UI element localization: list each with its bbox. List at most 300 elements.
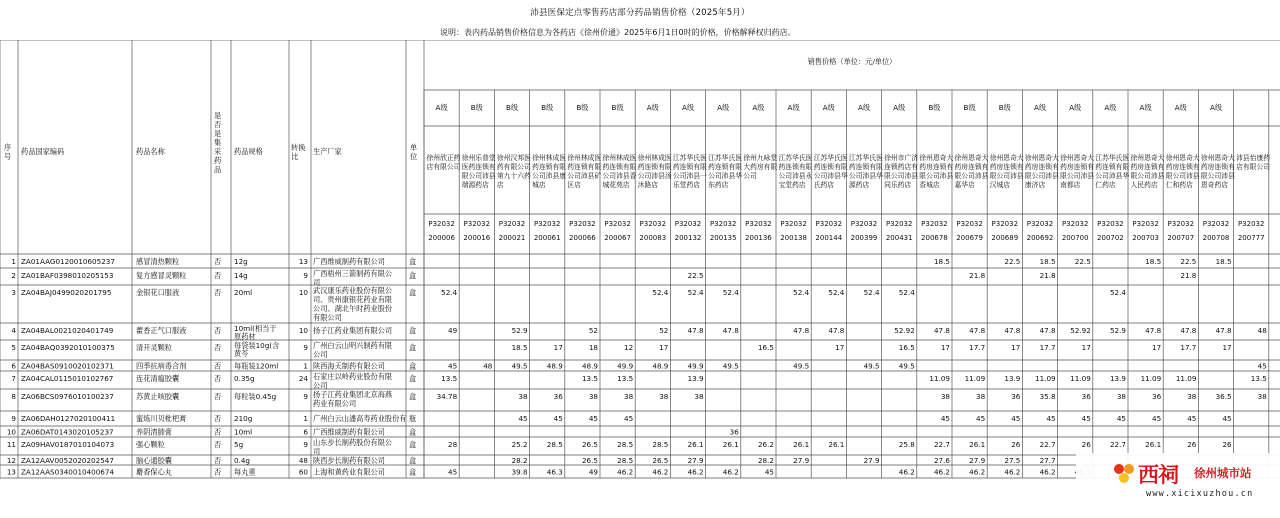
row-price: 36 xyxy=(1081,392,1091,401)
row-ratio: 1 xyxy=(303,361,308,371)
pharmacy-name: 药房连锁有 xyxy=(1130,163,1165,171)
row-name: 金银花口服液 xyxy=(136,288,180,297)
row-price: 45 xyxy=(588,414,598,423)
row-code: ZA12AAV0052020202547 xyxy=(21,456,114,465)
watermark-logo: 西祠 xyxy=(1138,462,1178,487)
row-price: 22.5 xyxy=(1004,257,1021,266)
row-price: 52.4 xyxy=(828,288,845,297)
row-price: 17 xyxy=(659,343,669,352)
row-unit: 盒 xyxy=(409,257,417,266)
header-seq: 号 xyxy=(4,152,12,161)
pharmacy-name: 江苏华氏医 xyxy=(1095,154,1130,162)
row-price: 18.5 xyxy=(511,343,528,352)
pharmacy-name: 江苏华氏医 xyxy=(672,154,707,162)
pharmacy-name: 沛县怡康药 xyxy=(1236,154,1271,162)
row-price: 52.4 xyxy=(687,288,704,297)
pharmacy-code: 200067 xyxy=(604,234,631,242)
pharmacy-name: 徐州市广济 xyxy=(884,154,919,162)
pharmacy-name: 医药连锁有 xyxy=(461,163,496,171)
pharmacy-grade: A级 xyxy=(893,103,906,112)
header-collective: 是 xyxy=(214,129,222,138)
pharmacy-code: P32032 xyxy=(1132,220,1159,228)
header-seq: 序 xyxy=(4,143,12,152)
site-watermark xyxy=(1076,453,1280,518)
row-unit: 盒 xyxy=(409,288,417,297)
row-unit: 盒 xyxy=(409,440,417,449)
pharmacy-name: 香城店 xyxy=(919,181,940,189)
row-price: 52 xyxy=(588,326,598,335)
row-code: ZA01BAF0398010205153 xyxy=(21,271,114,280)
row-seq: 13 xyxy=(6,467,16,477)
pharmacy-name: 药连锁有限 xyxy=(1095,163,1130,171)
row-price: 11.09 xyxy=(964,374,986,383)
row-price: 45 xyxy=(1081,414,1091,423)
row-price: 38 xyxy=(976,392,986,401)
pharmacy-code: 200708 xyxy=(1202,234,1230,242)
pharmacy-code: P32032 xyxy=(498,220,526,228)
pharmacy-name: 药连锁有限 xyxy=(567,163,602,171)
pharmacy-name: 药连锁有限 xyxy=(532,163,567,171)
row-price: 45 xyxy=(764,467,774,477)
pharmacy-code: P32032 xyxy=(1026,220,1054,228)
row-collective: 否 xyxy=(214,343,222,352)
row-spec: 每瓶装120ml xyxy=(234,361,279,371)
row-unit: 盒 xyxy=(409,361,417,371)
pharmacy-name: 江苏华氏医 xyxy=(813,154,848,162)
row-price: 47.8 xyxy=(1215,326,1232,335)
row-spec: 0.4g xyxy=(234,456,250,465)
row-maker: 陕西步长制药有限公司 xyxy=(313,456,385,465)
pharmacy-grade: A级 xyxy=(857,103,871,112)
row-price: 49.5 xyxy=(793,361,810,371)
row-price: 48.9 xyxy=(581,361,598,371)
row-collective: 否 xyxy=(214,427,222,437)
row-price: 25.2 xyxy=(511,440,528,449)
pharmacy-name: 药房连锁有 xyxy=(1200,163,1235,171)
pharmacy-code: P32032 xyxy=(533,220,561,228)
row-ratio: 6 xyxy=(303,427,308,437)
row-unit: 瓶 xyxy=(409,414,417,423)
row-price: 17 xyxy=(940,343,950,352)
row-price: 34.78 xyxy=(436,392,458,401)
pharmacy-name: 江苏华氏医 xyxy=(708,154,743,162)
row-price: 17 xyxy=(1011,343,1021,352)
pharmacy-name: 徐州乐普堂 xyxy=(461,154,496,162)
row-price: 22.7 xyxy=(933,440,950,449)
row-price: 47.8 xyxy=(933,326,950,335)
row-maker: 山东步长制药股份有限公 xyxy=(313,438,393,447)
row-price: 17.7 xyxy=(1039,343,1056,352)
row-price: 52.4 xyxy=(793,288,810,297)
pharmacy-name: 限公司沛县 xyxy=(884,172,919,180)
pharmacy-code: 200061 xyxy=(533,234,561,242)
row-collective: 否 xyxy=(214,392,222,401)
pharmacy-name: 徐州林成医 xyxy=(602,154,637,162)
row-price: 26.1 xyxy=(828,440,845,449)
row-price: 26.5 xyxy=(581,440,598,449)
row-price: 47.8 xyxy=(1180,326,1197,335)
pharmacy-name: 乐堂药店 xyxy=(672,181,701,189)
pharmacy-name: 公司沛县永 xyxy=(778,172,813,180)
row-unit: 盒 xyxy=(409,326,417,335)
row-ratio: 10 xyxy=(298,288,308,297)
row-unit: 盒 xyxy=(409,456,417,465)
row-name: 清开灵颗粒 xyxy=(136,343,172,352)
row-price: 26.5 xyxy=(652,456,669,465)
header-collective: 药 xyxy=(214,156,222,165)
pharmacy-name: 公司沛县一 xyxy=(672,172,707,180)
row-spec: 10ml(相当于 xyxy=(234,324,277,333)
row-price: 28.5 xyxy=(617,456,634,465)
pharmacy-code: 200016 xyxy=(463,234,491,242)
header-spec: 药品规格 xyxy=(234,147,263,156)
pharmacy-code: 200777 xyxy=(1237,234,1265,242)
row-price: 22.7 xyxy=(1109,440,1126,449)
row-ratio: 9 xyxy=(303,392,308,401)
pharmacy-name: 药连锁有限 xyxy=(778,163,813,171)
row-price: 11.09 xyxy=(1035,374,1056,383)
pharmacy-name: 连锁药店有 xyxy=(884,163,919,171)
row-price: 52.92 xyxy=(1070,326,1091,335)
pharmacy-name: 氏药店 xyxy=(813,181,835,189)
row-collective: 否 xyxy=(214,288,222,297)
row-price: 46.3 xyxy=(546,467,563,477)
row-price: 52 xyxy=(659,326,669,335)
pharmacy-name: 徐州恩奇大 xyxy=(1200,154,1235,162)
row-price: 45 xyxy=(976,414,986,423)
row-maker: 广州白云山潘高寿药业股份有 xyxy=(313,414,407,423)
pharmacy-name: 药有限公司 xyxy=(496,163,531,171)
pharmacy-grade: A级 xyxy=(646,103,659,112)
row-ratio: 13 xyxy=(298,257,308,266)
row-price: 17.7 xyxy=(1180,343,1197,352)
row-name: 养阴清肺膏 xyxy=(136,427,172,437)
row-maker: 石家庄以岭药业股份有限 xyxy=(313,372,393,381)
row-price: 26.1 xyxy=(722,440,739,449)
row-price: 25.8 xyxy=(898,440,915,449)
row-maker: 公司 xyxy=(313,350,328,359)
row-collective: 否 xyxy=(214,374,222,383)
row-collective: 否 xyxy=(214,271,222,280)
pharmacy-name: 店有限公司 xyxy=(426,163,461,171)
row-price: 28.5 xyxy=(652,440,669,449)
row-ratio: 1 xyxy=(303,414,308,423)
row-price: 36 xyxy=(1011,392,1021,401)
pharmacy-grade: A级 xyxy=(1209,103,1223,112)
row-price: 47.8 xyxy=(793,326,810,335)
row-maker: 广西梧州三箭制药有限公 xyxy=(313,269,393,278)
row-price: 47.8 xyxy=(1145,326,1162,335)
row-price: 47.8 xyxy=(1039,326,1056,335)
pharmacy-name: 店有限公司 xyxy=(1236,163,1271,171)
row-seq: 3 xyxy=(11,288,16,297)
pharmacy-grade: A级 xyxy=(787,103,800,112)
row-price: 13.5 xyxy=(617,374,634,383)
row-maker: 公司、湖北午时药业股份 xyxy=(313,304,393,313)
pharmacy-grade: B级 xyxy=(611,103,624,112)
row-unit: 盒 xyxy=(409,374,417,383)
row-seq: 7 xyxy=(11,374,16,383)
header-code: 药品国家编码 xyxy=(21,147,65,156)
pharmacy-name: 限公司沛县 xyxy=(1200,172,1235,180)
row-ratio: 9 xyxy=(303,343,308,352)
page-title: 沛县医保定点零售药店部分药品销售价格（2025年5月） xyxy=(530,8,750,18)
pharmacy-code: 200006 xyxy=(428,234,455,242)
row-seq: 12 xyxy=(6,456,16,465)
row-maker: 公司 xyxy=(313,381,328,390)
row-price: 27.9 xyxy=(969,456,986,465)
row-price: 26.1 xyxy=(687,440,704,449)
pharmacy-name: 南都店 xyxy=(1060,181,1081,189)
header-ratio: 转换 xyxy=(291,143,306,152)
row-price: 17.7 xyxy=(969,343,986,352)
pharmacy-code: P32032 xyxy=(1237,220,1265,228)
row-collective: 否 xyxy=(214,467,222,477)
pharmacy-code: P32032 xyxy=(463,220,491,228)
row-price: 11.09 xyxy=(1070,374,1091,383)
pharmacy-name: 公司 xyxy=(743,172,757,180)
row-maker: 陕西海天制药有限公司 xyxy=(313,361,385,371)
pharmacy-code: 200399 xyxy=(850,234,878,242)
row-price: 17 xyxy=(1152,343,1162,352)
row-price: 36 xyxy=(1152,392,1162,401)
row-code: ZA04BAL0021020401749 xyxy=(21,326,114,335)
row-name: 连花清瘟胶囊 xyxy=(136,374,180,383)
pharmacy-code: 200144 xyxy=(815,234,843,242)
pharmacy-name: 城花苑店 xyxy=(602,181,630,189)
pharmacy-grade: B级 xyxy=(541,103,554,112)
row-maker: 药业有限公司 xyxy=(313,399,357,408)
row-price: 49.5 xyxy=(898,361,915,371)
row-price: 28.2 xyxy=(757,456,774,465)
pharmacy-name: 徐州九咏堂 xyxy=(743,154,778,162)
row-price: 22.5 xyxy=(687,271,704,280)
row-name: 强心颗粒 xyxy=(136,440,165,449)
watermark-city: 徐州城市站 xyxy=(1194,466,1252,480)
pharmacy-name: 江苏华氏医 xyxy=(778,154,813,162)
pharmacy-code: 200679 xyxy=(956,234,983,242)
row-price: 45 xyxy=(1046,414,1056,423)
pharmacy-name: 药房连锁有 xyxy=(954,163,989,171)
row-price: 46.2 xyxy=(898,467,915,477)
row-price: 46.2 xyxy=(652,467,669,477)
row-price: 45 xyxy=(553,414,563,423)
row-price: 48.9 xyxy=(546,361,563,371)
header-name: 药品名称 xyxy=(136,147,165,156)
row-price: 18.5 xyxy=(1215,257,1232,266)
pharmacy-name: 限公司沛县 xyxy=(461,172,496,180)
pharmacy-code: P32032 xyxy=(956,220,983,228)
row-unit: 盒 xyxy=(409,343,417,352)
row-price: 13.5 xyxy=(1250,374,1267,383)
row-seq: 11 xyxy=(6,440,16,449)
row-spec: 10ml xyxy=(234,427,253,437)
row-price: 45 xyxy=(624,414,634,423)
row-price: 52.92 xyxy=(894,326,915,335)
pharmacy-grade: B级 xyxy=(928,103,941,112)
pharmacy-name: 源药店 xyxy=(848,181,870,189)
row-price: 45 xyxy=(448,467,458,477)
row-price: 49 xyxy=(588,467,598,477)
row-collective: 否 xyxy=(214,440,222,449)
pharmacy-name: 药房连锁有 xyxy=(1024,163,1059,171)
pharmacy-name: 徐州恩奇大 xyxy=(989,154,1024,162)
pharmacy-name: 药连锁有限 xyxy=(708,163,743,171)
row-price: 52.9 xyxy=(511,326,528,335)
pharmacy-code: P32032 xyxy=(604,220,631,228)
row-price: 46.2 xyxy=(933,467,950,477)
row-price: 21.8 xyxy=(1039,271,1056,280)
pharmacy-name: 徐州恩奇大 xyxy=(1130,154,1165,162)
row-price: 38 xyxy=(694,392,704,401)
row-price: 47.8 xyxy=(828,326,845,335)
row-price: 38 xyxy=(1116,392,1126,401)
row-price: 26.1 xyxy=(1145,440,1162,449)
pharmacy-name: 端源药店 xyxy=(461,181,489,189)
pharmacy-name: 仁药店 xyxy=(1095,181,1116,189)
row-price: 48 xyxy=(1257,326,1267,335)
pharmacy-name: 药连锁有限 xyxy=(672,163,707,171)
pharmacy-code: P32032 xyxy=(428,220,455,228)
row-price: 18.5 xyxy=(1039,257,1056,266)
price-table xyxy=(0,40,1280,518)
pharmacy-grade: B级 xyxy=(963,103,976,112)
pharmacy-name: 徐州恩奇大 xyxy=(1165,154,1200,162)
pharmacy-name: 宝堂药店 xyxy=(778,181,806,189)
row-seq: 9 xyxy=(11,414,16,423)
row-price: 28.5 xyxy=(617,440,634,449)
pharmacy-code: P32032 xyxy=(850,220,878,228)
row-price: 13.9 xyxy=(1109,374,1126,383)
row-price: 22.5 xyxy=(1180,257,1197,266)
row-price: 28.5 xyxy=(546,440,563,449)
row-price: 38 xyxy=(1187,392,1197,401)
header-collective: 是 xyxy=(214,111,222,120)
pharmacy-code: P32032 xyxy=(1061,220,1089,228)
pharmacy-name: 徐州恩奇大 xyxy=(1060,154,1095,162)
row-price: 48 xyxy=(483,361,493,371)
header-maker: 生产厂家 xyxy=(313,147,342,156)
row-code: ZA04BAQ0392010100375 xyxy=(21,343,115,352)
row-name: 蜜炼川贝枇杷膏 xyxy=(136,414,187,423)
pharmacy-name: 徐州欣正药 xyxy=(426,154,461,162)
row-spec: 黄芩 xyxy=(234,349,249,358)
row-name: 复方感冒灵颗粒 xyxy=(136,271,187,280)
row-maker: 广西维威制药有限公司 xyxy=(313,427,385,437)
row-maker: 司、贵州康银花药业有限 xyxy=(313,295,393,304)
row-seq: 1 xyxy=(11,257,16,266)
pharmacy-code: P32032 xyxy=(709,220,737,228)
row-name: 脑心通胶囊 xyxy=(136,456,172,465)
xici-logo-icon xyxy=(1112,461,1136,485)
header-collective: 否 xyxy=(214,120,222,129)
row-seq: 4 xyxy=(11,326,16,335)
row-ratio: 9 xyxy=(303,271,308,280)
pharmacy-grade: A级 xyxy=(1174,103,1187,112)
header-collective: 集 xyxy=(214,138,222,147)
pharmacy-name: 公司沛县华 xyxy=(848,172,883,180)
pharmacy-name: 公司沛县矿 xyxy=(567,172,602,180)
row-price: 47.8 xyxy=(1004,326,1021,335)
pharmacy-name: 徐州林成医 xyxy=(532,154,567,162)
pharmacy-code: P32032 xyxy=(745,220,772,228)
pharmacy-code: P32032 xyxy=(780,220,807,228)
row-maker: 扬子江药业集团北京海燕 xyxy=(313,390,393,399)
pharmacy-grade: A级 xyxy=(1033,103,1047,112)
row-price: 46.2 xyxy=(1039,467,1056,477)
row-price: 46.2 xyxy=(687,467,704,477)
row-unit: 盒 xyxy=(409,427,417,437)
row-price: 45 xyxy=(1152,414,1162,423)
pharmacy-name: 徐州恩奇大 xyxy=(954,154,989,162)
pharmacy-code: P32032 xyxy=(1097,220,1124,228)
pharmacy-code: P32032 xyxy=(639,220,667,228)
pharmacy-name: 药房连锁有 xyxy=(919,163,954,171)
pharmacy-code: 200703 xyxy=(1132,234,1159,242)
price-table-grid xyxy=(0,40,1280,518)
pharmacy-name: 同乐药店 xyxy=(884,181,912,189)
row-code: ZA06DAH0127020100411 xyxy=(21,414,116,423)
row-maker: 有限公司 xyxy=(313,313,342,322)
row-price: 21.8 xyxy=(969,271,986,280)
row-name: 感冒清热颗粒 xyxy=(136,257,180,266)
row-price: 49.9 xyxy=(617,361,634,371)
row-spec: 每粒装0.45g xyxy=(234,392,277,401)
pharmacy-code: 200689 xyxy=(991,234,1019,242)
row-price: 18 xyxy=(588,343,598,352)
row-price: 27.9 xyxy=(863,456,880,465)
row-price: 26.1 xyxy=(969,440,986,449)
row-ratio: 48 xyxy=(298,456,308,465)
pharmacy-grade: A级 xyxy=(752,103,765,112)
row-price: 38 xyxy=(659,392,669,401)
header-collective: 采 xyxy=(214,147,222,156)
row-price: 11.09 xyxy=(1140,374,1162,383)
pharmacy-name: 嘉华店 xyxy=(954,181,975,189)
pharmacy-name: 限公司沛县 xyxy=(1165,172,1200,180)
row-unit: 盒 xyxy=(409,392,417,401)
row-price: 38 xyxy=(588,392,598,401)
row-price: 47.8 xyxy=(969,326,986,335)
row-price: 17 xyxy=(835,343,845,352)
pharmacy-name: 城店 xyxy=(532,181,546,189)
row-price: 49.5 xyxy=(511,361,528,371)
row-price: 17 xyxy=(1081,343,1091,352)
row-collective: 否 xyxy=(214,326,222,335)
pharmacy-name: 区店 xyxy=(567,181,581,189)
row-price: 18.5 xyxy=(933,257,950,266)
pharmacy-code: 200692 xyxy=(1026,234,1054,242)
pharmacy-grade: B级 xyxy=(505,103,519,112)
row-spec: 原药材 xyxy=(234,332,256,341)
row-seq: 10 xyxy=(6,427,16,437)
pharmacy-name: 药连锁有限 xyxy=(813,163,848,171)
row-price: 27.9 xyxy=(793,456,810,465)
row-price: 13.5 xyxy=(581,374,598,383)
row-price: 12 xyxy=(624,343,634,352)
row-price: 27.9 xyxy=(687,456,704,465)
row-spec: 14g xyxy=(234,271,248,280)
pharmacy-name: 公司沛县香 xyxy=(602,172,637,180)
pharmacy-name: 药房连锁有 xyxy=(1060,163,1095,171)
row-price: 16.5 xyxy=(757,343,774,352)
row-collective: 否 xyxy=(214,361,222,371)
row-price: 46.2 xyxy=(969,467,986,477)
row-code: ZA06BCS0976010100237 xyxy=(21,392,114,401)
pharmacy-name: 限公司沛县 xyxy=(1060,172,1095,180)
row-collective: 否 xyxy=(214,257,222,266)
row-code: ZA12AAS0340010400674 xyxy=(21,467,115,477)
